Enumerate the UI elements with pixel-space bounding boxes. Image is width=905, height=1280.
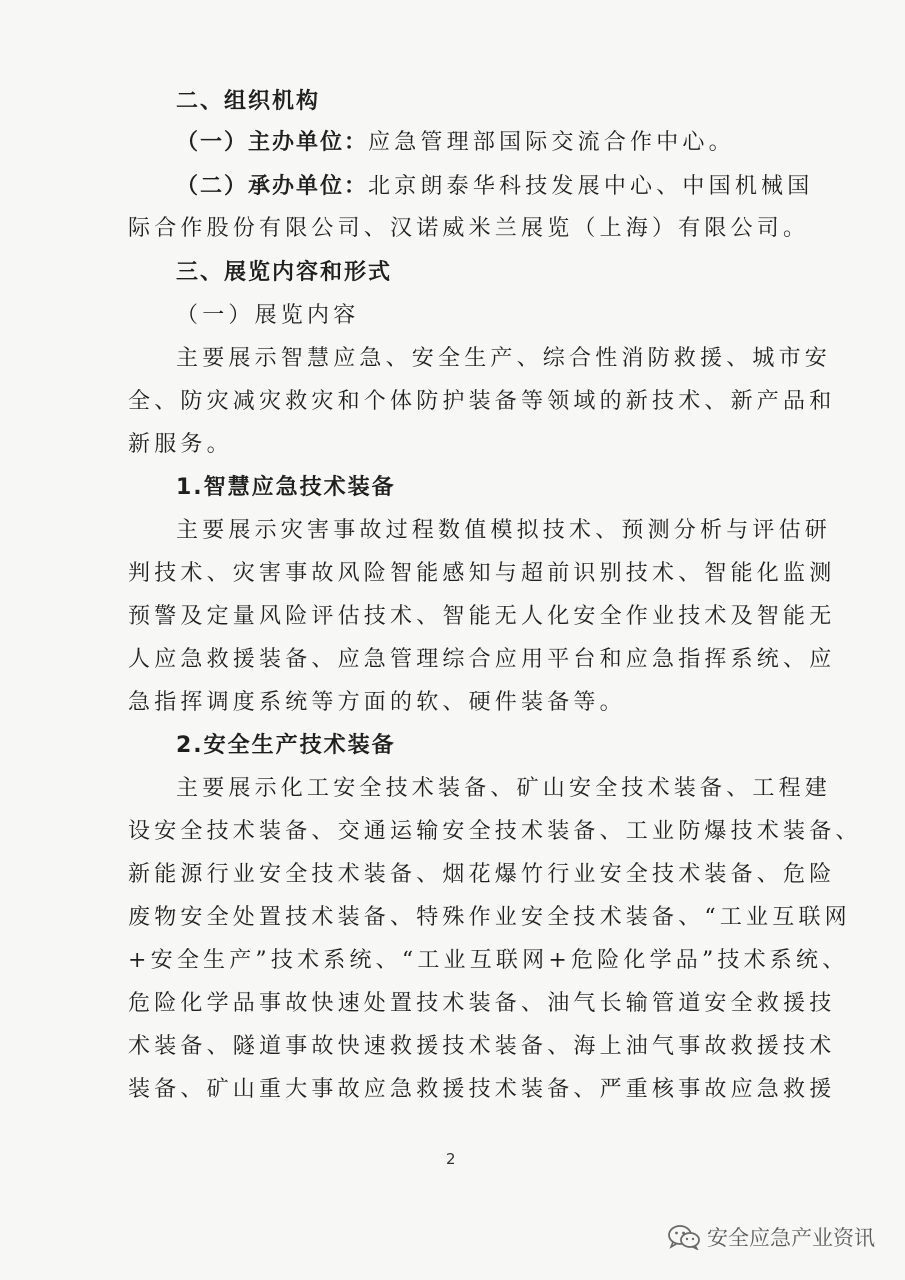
item-1-line-3: 预警及定量风险评估技术、智能无人化安全作业技术及智能无 [128, 604, 836, 629]
item-2-line-1: 主要展示化工安全技术装备、矿山安全技术装备、工程建 [176, 776, 832, 801]
co-organizer-text-2: 际合作股份有限公司、汉诺威米兰展览（上海）有限公司。 [128, 216, 810, 241]
page-number: 2 [446, 1150, 456, 1168]
item-2-line-3: 新能源行业安全技术装备、烟花爆竹行业安全技术装备、危险 [128, 862, 836, 887]
item-1-line-5: 急指挥调度系统等方面的软、硬件装备等。 [128, 690, 626, 715]
item-2-line-4: 废物安全处置技术装备、特殊作业安全技术装备、“工业互联网 [128, 905, 851, 930]
item-2-line-5: +安全生产”技术系统、“工业互联网+危险化学品”技术系统、 [128, 948, 849, 973]
section-2-title: 二、组织机构 [176, 89, 321, 114]
co-organizer-label: （二）承办单位： [176, 174, 369, 199]
intro-line-2: 全、防灾减灾救灾和个体防护装备等领域的新技术、新产品和 [128, 389, 836, 414]
co-organizer-line [176, 172, 813, 202]
exhibit-content-subtitle: （一）展览内容 [176, 303, 360, 328]
item-2-line-2: 设安全技术装备、交通运输安全技术装备、工业防爆技术装备、 [128, 819, 862, 844]
item-2-line-7: 术装备、隧道事故快速救援技术装备、海上油气事故救援技术 [128, 1034, 836, 1059]
section-3-title: 三、展览内容和形式 [176, 260, 393, 285]
intro-line-3: 新服务。 [128, 432, 233, 457]
item-1-line-1: 主要展示灾害事故过程数值模拟技术、预测分析与评估研 [176, 518, 832, 543]
watermark [667, 1222, 875, 1252]
item-1-line-2: 判技术、灾害事故风险智能感知与超前识别技术、智能化监测 [128, 561, 836, 586]
item-1-title: 1.智慧应急技术装备 [176, 475, 396, 500]
organizer-line [176, 128, 735, 158]
item-2-line-8: 装备、矿山重大事故应急救援技术装备、严重核事故应急救援 [128, 1077, 836, 1102]
wechat-icon [667, 1224, 701, 1250]
intro-line-1: 主要展示智慧应急、安全生产、综合性消防救援、城市安 [176, 346, 832, 371]
organizer-label: （一）主办单位： [176, 130, 369, 155]
item-1-line-4: 人应急救援装备、应急管理综合应用平台和应急指挥系统、应 [128, 647, 836, 672]
co-organizer-text-1: 北京朗泰华科技发展中心、中国机械国 [368, 174, 814, 199]
item-2-line-6: 危险化学品事故快速处置技术装备、油气长输管道安全救援技 [128, 991, 836, 1016]
item-2-title: 2.安全生产技术装备 [176, 733, 396, 758]
watermark-text: 安全应急产业资讯 [707, 1226, 875, 1250]
organizer-text: 应急管理部国际交流合作中心。 [368, 130, 735, 155]
